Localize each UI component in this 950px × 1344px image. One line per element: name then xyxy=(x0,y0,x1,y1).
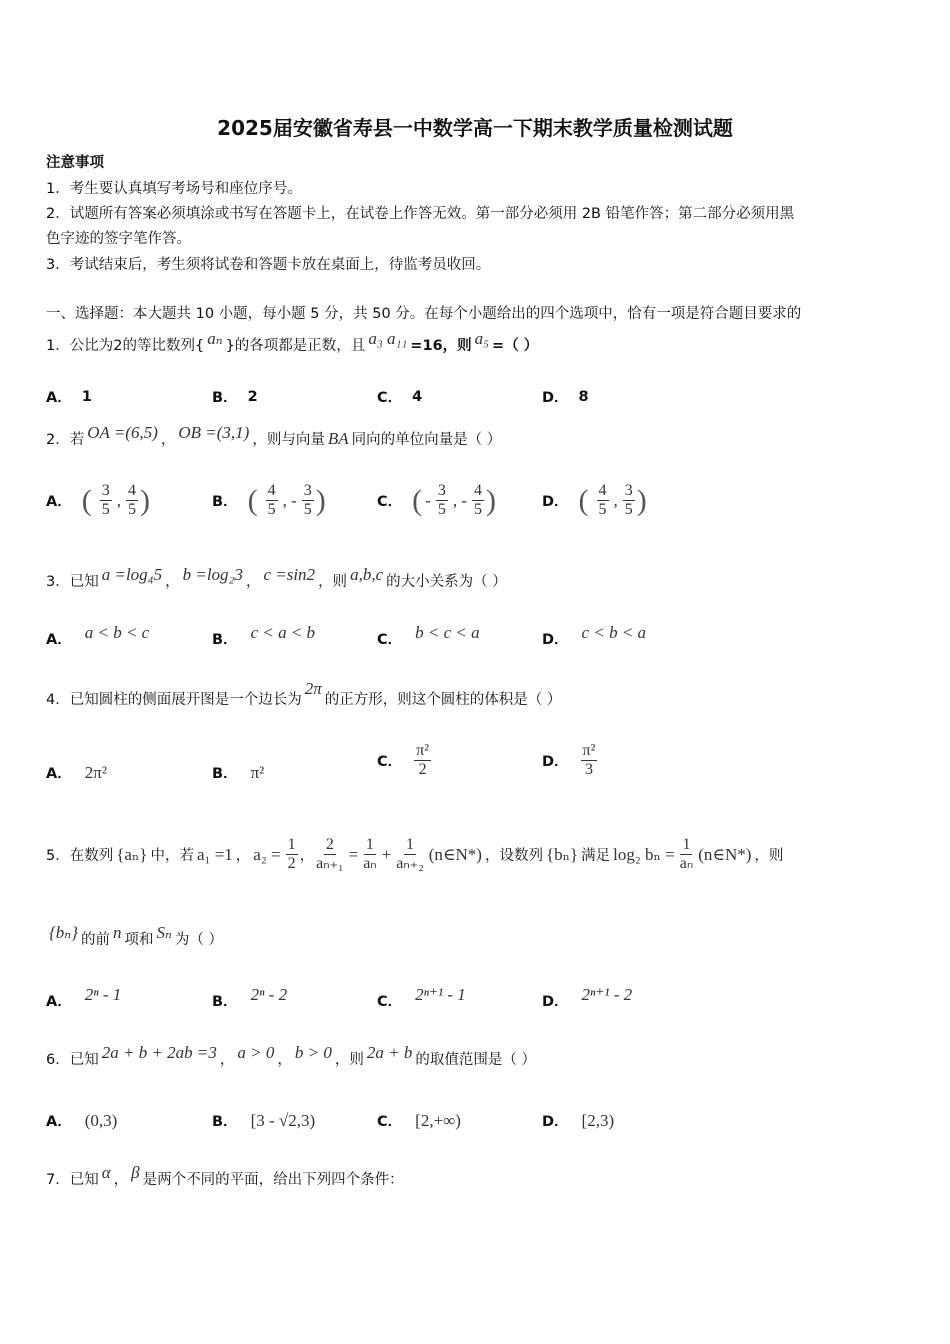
option-a[interactable] xyxy=(46,386,92,407)
numerator: 1 xyxy=(287,836,296,853)
denominator: 5 xyxy=(598,501,607,518)
option-c[interactable] xyxy=(377,482,496,519)
q-text: ， xyxy=(245,574,261,590)
option-label: C． xyxy=(377,754,403,770)
fraction xyxy=(581,742,598,779)
option-value: b < c < a xyxy=(415,622,480,642)
math: 2π xyxy=(304,678,322,698)
sign: - xyxy=(425,490,431,510)
option-label: B． xyxy=(212,994,238,1010)
option-d[interactable] xyxy=(542,386,589,407)
numerator: 4 xyxy=(598,482,607,499)
option-b[interactable] xyxy=(212,1110,318,1131)
q-text: 4．已知圆柱的侧面展开图是一个边长为 xyxy=(46,692,302,708)
option-value: 2π² xyxy=(84,762,107,782)
numerator: 4 xyxy=(267,482,276,499)
question-3 xyxy=(46,564,507,591)
math: Sₙ xyxy=(156,922,172,942)
q-text: 6．已知 xyxy=(46,1052,99,1068)
option-value: 8 xyxy=(578,388,589,405)
option-label: C． xyxy=(377,632,403,648)
q-text: ， xyxy=(113,1172,129,1188)
option-label: A． xyxy=(46,390,72,406)
fraction xyxy=(597,482,609,519)
option-label: C． xyxy=(377,390,403,406)
separator: , - xyxy=(282,490,297,510)
numerator: π² xyxy=(416,742,430,759)
fraction xyxy=(363,836,376,873)
q-text: 的正方形，则这个圆柱的体积是（ ） xyxy=(324,692,562,708)
notice-heading: 注意事项 xyxy=(46,155,104,171)
q-text: ，则 xyxy=(318,574,348,590)
question-5-line-2 xyxy=(46,922,223,949)
option-value: 1 xyxy=(81,388,92,405)
q-text: =16，则 xyxy=(410,338,472,354)
option-c[interactable] xyxy=(377,1110,464,1131)
q-text: 1．公比为2的等比数列{ xyxy=(46,338,205,354)
option-a[interactable] xyxy=(46,984,124,1011)
denominator: 5 xyxy=(624,501,633,518)
numerator: 1 xyxy=(365,836,374,853)
option-b[interactable] xyxy=(212,482,326,519)
math: OB =(3,1) xyxy=(178,422,250,442)
question-7 xyxy=(46,1162,404,1189)
q-text: 是两个不同的平面，给出下列四个条件： xyxy=(142,1172,404,1188)
q-text: 满足 xyxy=(581,848,611,864)
fraction xyxy=(623,482,635,519)
q-text: ，则 xyxy=(334,1052,364,1068)
paren: ( xyxy=(81,483,92,517)
option-label: A． xyxy=(46,632,72,648)
fraction xyxy=(436,482,448,519)
option-d[interactable] xyxy=(542,742,599,779)
fraction xyxy=(286,836,298,873)
option-label: D． xyxy=(542,994,569,1010)
option-value: 2ⁿ⁺¹ - 1 xyxy=(415,984,466,1004)
math: a,b,c xyxy=(350,564,384,584)
q-text: 的前 xyxy=(81,932,110,948)
q-text: ， xyxy=(165,574,180,590)
q-text: ， xyxy=(219,1052,235,1068)
numerator: 3 xyxy=(437,482,446,499)
option-label: D． xyxy=(542,754,569,770)
q-text: 为（ ） xyxy=(174,932,223,948)
math: a > 0 xyxy=(237,1042,275,1062)
paren: ( xyxy=(578,483,589,517)
math: 2a + b xyxy=(366,1042,413,1062)
paren: ( xyxy=(247,483,258,517)
option-value: [2,3) xyxy=(581,1110,615,1130)
notice-item: 1．考生要认真填写考场号和座位序号。 xyxy=(46,181,302,197)
q-text: 7．已知 xyxy=(46,1172,99,1188)
fraction xyxy=(126,482,138,519)
option-label: D． xyxy=(542,494,569,510)
option-label: A． xyxy=(46,494,72,510)
q-text: 2．若 xyxy=(46,432,85,448)
numerator: 3 xyxy=(101,482,110,499)
math: (n∈N*) xyxy=(698,844,752,864)
option-b[interactable] xyxy=(212,622,318,649)
q-text: 3．已知 xyxy=(46,574,99,590)
math: a₅ xyxy=(474,328,490,348)
math: α xyxy=(101,1162,111,1182)
q-text: }的各项都是正数，且 xyxy=(225,338,366,354)
option-label: B． xyxy=(212,494,238,510)
option-label: C． xyxy=(377,494,403,510)
option-d[interactable] xyxy=(542,482,647,519)
fraction xyxy=(414,742,431,779)
option-value: 2ⁿ⁺¹ - 2 xyxy=(581,984,633,1004)
option-label: C． xyxy=(377,994,403,1010)
paren: ) xyxy=(315,483,326,517)
denominator: aₙ₊₂ xyxy=(396,855,424,872)
option-c[interactable] xyxy=(377,622,483,649)
math: c =sin2 xyxy=(263,564,316,584)
math: {aₙ} xyxy=(116,844,148,864)
option-d[interactable] xyxy=(542,1110,617,1131)
option-label: D． xyxy=(542,632,569,648)
denominator: 5 xyxy=(474,501,482,518)
option-value: 2ⁿ - 2 xyxy=(250,984,288,1004)
math: b > 0 xyxy=(294,1042,332,1062)
math: n xyxy=(113,922,122,942)
fraction xyxy=(316,836,344,873)
q-text: 中，若 xyxy=(150,848,194,864)
fraction xyxy=(396,836,424,873)
option-value: [2,+∞) xyxy=(415,1110,461,1130)
math: (n∈N*) xyxy=(428,844,482,864)
math: log₂ bₙ = xyxy=(613,844,675,864)
q-text: 的取值范围是（ ） xyxy=(415,1052,536,1068)
option-value: π² xyxy=(250,762,265,782)
numerator: 3 xyxy=(624,482,633,499)
math: a₃ a₁₁ xyxy=(368,328,408,348)
denominator: 5 xyxy=(127,501,136,518)
numerator: 3 xyxy=(303,482,312,499)
denominator: aₙ xyxy=(363,855,377,872)
denominator: 5 xyxy=(267,501,276,518)
option-value: (0,3) xyxy=(84,1110,118,1130)
q-text: =（ ） xyxy=(492,338,539,354)
option-label: A． xyxy=(46,1114,72,1130)
option-b[interactable] xyxy=(212,984,290,1011)
numerator: 1 xyxy=(406,836,415,853)
option-label: D． xyxy=(542,390,569,406)
numerator: 1 xyxy=(682,836,691,853)
q-text: ， xyxy=(235,848,251,864)
paren: ( xyxy=(412,483,423,517)
question-4 xyxy=(46,678,562,709)
option-a[interactable] xyxy=(46,622,152,649)
paren: ) xyxy=(636,483,647,517)
math: 2a + b + 2ab =3 xyxy=(101,1042,217,1062)
paren: ) xyxy=(139,483,150,517)
option-value: 2 xyxy=(247,388,258,405)
option-label: D． xyxy=(542,1114,569,1130)
q-text: ，则 xyxy=(754,848,784,864)
numerator: 4 xyxy=(474,482,482,499)
q-text: 项和 xyxy=(124,932,154,948)
option-label: B． xyxy=(212,632,238,648)
option-value: 4 xyxy=(412,388,423,405)
option-c[interactable] xyxy=(377,386,422,407)
option-value: c < a < b xyxy=(250,622,316,642)
option-label: B． xyxy=(212,390,238,406)
notice-item: 2．试题所有答案必须填涂或书写在答题卡上，在试卷上作答无效。第一部分必须用 2B 铅笔作答；第二部分必须用黑 xyxy=(46,206,795,222)
q-text: 同向的单位向量是（ ） xyxy=(351,432,502,448)
option-label: A． xyxy=(46,766,72,782)
notice-item: 色字迹的签字笔作答。 xyxy=(46,231,191,247)
option-a[interactable] xyxy=(46,482,150,519)
section-heading: 一、选择题：本大题共 10 小题，每小题 5 分，共 50 分。在每个小题给出的四个选项中，恰有一项是符合题目要求的 xyxy=(46,306,802,322)
denominator: 5 xyxy=(101,501,110,518)
denominator: aₙ₊₁ xyxy=(316,855,344,872)
option-label: A． xyxy=(46,994,72,1010)
fraction xyxy=(266,482,278,519)
option-value: [3 - √2,3) xyxy=(250,1110,316,1130)
option-label: B． xyxy=(212,1114,238,1130)
q-text: ， xyxy=(277,1052,292,1068)
math: β xyxy=(131,1162,140,1182)
fraction xyxy=(100,482,112,519)
denominator: 2 xyxy=(418,761,427,778)
fraction xyxy=(472,482,484,519)
q-text: ，则与向量 xyxy=(252,432,325,448)
question-1 xyxy=(46,328,539,355)
numerator: 2 xyxy=(325,836,334,853)
option-c[interactable] xyxy=(377,984,469,1011)
question-2 xyxy=(46,422,502,449)
option-value: c < b < a xyxy=(581,622,647,642)
q-text: ，设数列 xyxy=(484,848,543,864)
math: OA =(6,5) xyxy=(87,422,158,442)
question-6 xyxy=(46,1042,536,1069)
separator: , - xyxy=(452,490,467,510)
q-text: 的大小关系为（ ） xyxy=(386,574,507,590)
denominator: 5 xyxy=(303,501,312,518)
math: a₂ = xyxy=(253,844,281,864)
math: {bₙ} xyxy=(49,922,78,942)
option-d[interactable] xyxy=(542,984,635,1011)
denominator: 5 xyxy=(437,501,446,518)
denominator: aₙ xyxy=(679,855,694,872)
option-label: B． xyxy=(212,766,238,782)
numerator: π² xyxy=(582,742,596,759)
math: a =log₄5 xyxy=(101,564,163,584)
denominator: 2 xyxy=(287,855,296,872)
fraction xyxy=(680,836,693,873)
separator: , xyxy=(116,490,121,510)
option-b[interactable] xyxy=(212,386,258,407)
option-a[interactable] xyxy=(46,1110,120,1131)
option-value: 2ⁿ - 1 xyxy=(84,984,122,1004)
fraction xyxy=(302,482,314,519)
option-label: C． xyxy=(377,1114,403,1130)
numerator: 4 xyxy=(127,482,136,499)
math: a₁ =1 xyxy=(196,844,233,864)
option-c[interactable] xyxy=(377,742,433,779)
q-text: 5．在数列 xyxy=(46,848,114,864)
math: aₙ xyxy=(207,328,223,348)
notice-item: 3．考试结束后，考生须将试卷和答题卡放在桌面上，待监考员收回。 xyxy=(46,257,491,273)
math: BA xyxy=(327,428,349,448)
option-b[interactable] xyxy=(212,762,267,783)
option-d[interactable] xyxy=(542,622,649,649)
page-title: 2025届安徽省寿县一中数学高一下期末教学质量检测试题 xyxy=(217,116,733,140)
option-a[interactable] xyxy=(46,762,110,783)
question-5: 5．在数列 {aₙ} 中，若 a₁ =1 ， a₂ = $\frac{1}{2}$ ， $\frac{2}{\text{aₙ₊₁}}$ = $\frac{1}{\text{aₙ}}$ + $\frac{1}{\text{aₙ₊₂}}$ (n∈N*) ，设数列 {bₙ} 满足 log₂ bₙ = $\frac{1}{\text{aₙ}}$ (n∈N*) ，则 xyxy=(46,836,784,872)
paren: ) xyxy=(486,483,496,517)
q-text: ， xyxy=(160,432,176,448)
option-value: a < b < c xyxy=(84,622,150,642)
separator: , xyxy=(613,490,618,510)
denominator: 3 xyxy=(584,761,593,778)
math: {bₙ} xyxy=(545,844,579,864)
math: b =log₂3 xyxy=(182,564,243,584)
